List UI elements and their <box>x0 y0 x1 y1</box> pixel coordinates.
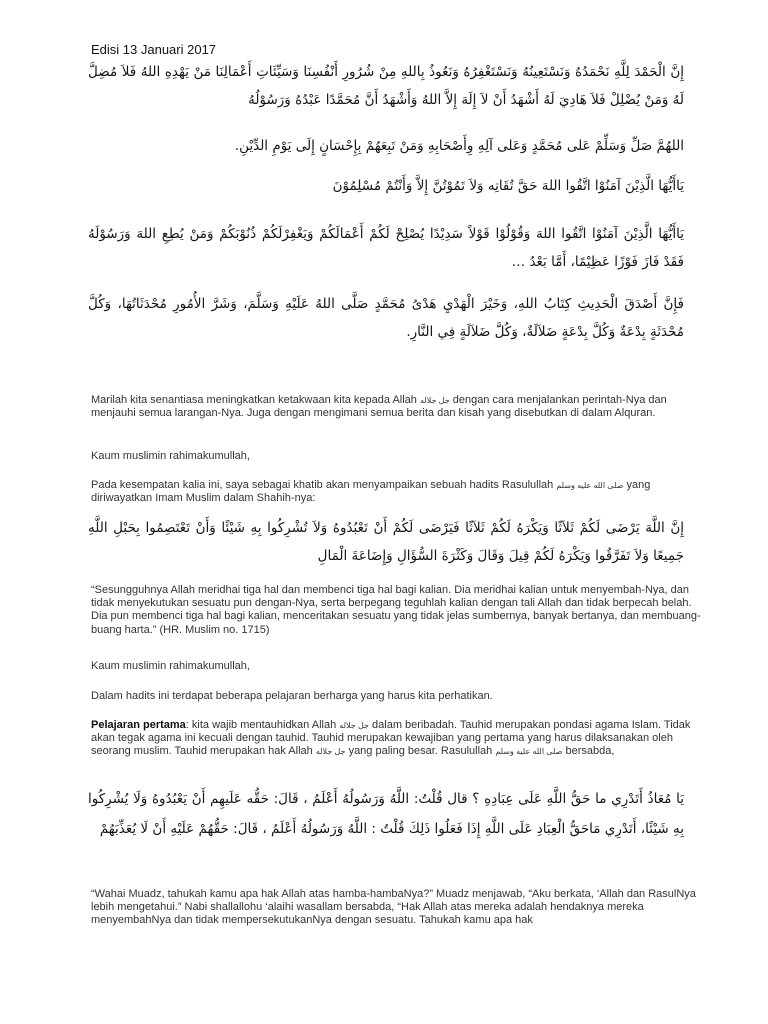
arabic-opening: إِنَّ الْحَمْدَ لِلَّهِ نَحْمَدُهُ وَنَسْتَعِينُهُ وَنَسْتَغْفِرُهُ وَنَعُوذُ بِاللهِ مِنْ شُرُورِ أَنْفُسِنَا وَسَيِّئَاتِ أَعْمَالِنَا مَنْ يَهْدِهِ اللهُ فَلاَ مُضِلَّ لَهُ وَمَنْ يُضْلِلْ فَلاَ هَادِيَ لَهُ أَشْهَدُ أَنْ لاَ إِلَهَ إِلاَّ اللهُ وَأَشْهَدُ أَنَّ مُحَمَّدًا عَبْدُهُ وَرَسُوْلُهُ <box>88 64 684 108</box>
paragraph-greeting-1: Kaum muslimin rahimakumullah, <box>91 450 250 462</box>
paragraph-text: Pada kesempatan kalia ini, saya sebagai khatib akan menyampaikan sebuah hadits Rasulullah <box>91 479 554 491</box>
paragraph-lessons: Dalam hadits ini terdapat beberapa pelajaran berharga yang harus kita perhatikan. <box>91 690 493 702</box>
jalla-jalaluh-tag: جل جلاله <box>419 396 450 405</box>
paragraph-text: bersabda, <box>565 745 615 758</box>
jalla-jalaluh-tag: جل جلاله <box>339 721 369 730</box>
paragraph-lesson-one <box>91 719 711 759</box>
paragraph-text: yang paling besar. Rasulullah <box>348 745 493 758</box>
lesson-one-heading: Pelajaran pertama <box>91 719 186 731</box>
paragraph-text: dengan cara menjalankan perintah-Nya dan menjauhi semua larangan-Nya. Juga dengan mengimani semua berita dan kisah yang disebutkan di dalam Alquran. <box>91 394 667 420</box>
paragraph-text: : kita wajib mentauhidkan Allah <box>185 719 337 731</box>
jalla-jalaluh-tag: جل جلاله <box>315 747 346 757</box>
paragraph-text: yang diriwayatkan Imam Muslim dalam Shahih-nya: <box>91 479 651 505</box>
edition-date: Edisi 13 Januari 2017 <box>91 42 217 57</box>
arabic-hadith-intro: فَإِنَّ أَصْدَقَ الْحَدِيثِ كِتَابُ اللهِ، وَخَيْرَ الْهَدْيِ هَدْىُ مُحَمَّدٍ صَلَّى اللهُ عَلَيْهِ وَسَلَّمَ، وَشَرَّ الأُمُورِ مُحْدَثَاتُهَا، وَكُلَّ مُحْدَثَةٍ بِدْعَةٌ وَكُلَّ بِدْعَةٍ ضَلاَلَةٌ، وَكُلَّ ضَلاَلَةٍ فِي النَّارِ. <box>88 296 684 340</box>
arabic-verse-2: يَاأَيُّهَا الَّذِيْنَ آمَنُوْا اتَّقُوا اللهَ وَقُوْلُوْا قَوْلاً سَدِيْدًا يُصْلِحْ لَكُمْ أَعْمَالَكُمْ وَيَغْفِرْلَكُمْ ذُنُوْبَكُمْ وَمَنْ يُطِعِ اللهَ وَرَسُوْلَهُ فَقَدْ فَازَ فَوْزًا عَظِيْمًا، أَمَّا بَعْدُ … <box>88 226 684 270</box>
arabic-hadith-muadz: يَا مُعَاذُ أَتَدْرِي ما حَقُّ اللَّهِ عَلَى عِبَادِهِ ؟ قال قُلْتُ: اللَّهُ وَرَسُولُهُ أَعْلَمُ ، قَالَ: حَقُّه عَلَيهِم أَنْ يَعْبُدُوهُ وَلَا يُشْرِكُوا بِهِ شَيْئًا، أَتَدْرِي مَاحَقُّ الْعِبَادِ عَلَى اللَّهِ إِذَا فَعَلُوا ذَلِكَ قُلْتُ : اللَّهُ وَرَسُولُهُ أَعْلَمُ ، قَالَ: حَقُّهُمْ عَلَيْهِ أَنْ لَا يُعَذِّبَهُمْ <box>88 791 684 837</box>
paragraph-hadith-translation: “Sesungguhnya Allah meridhai tiga hal dan membenci tiga hal bagi kalian. Dia meridhai kalian untuk menyembah-Nya, dan tidak menyekutukan sesuatu pun dengan-Nya, serta berpegang teguhlah kalian dengan tali Allah dan tidak berpecah belah. Dia pun membenci tiga hal bagi kalian, menceritakan sesuatu yang tidak jelas sumbernya, banyak bertanya, dan membuang-buang harta.” (HR. Muslim no. 1715) <box>91 584 701 636</box>
arabic-salawat: اللهُمَّ صَلِّ وَسَلِّمْ عَلى مُحَمَّدٍ وَعَلى آلِهِ وِأَصْحَابِهِ وَمَنْ تَبِعَهُمْ بِإِحْسَانٍ إِلَى يَوْمِ الدِّيْنِ. <box>234 138 684 154</box>
paragraph-muadz-translation: “Wahai Muadz, tahukah kamu apa hak Allah atas hamba-hambaNya?” Muadz menjawab, “Aku berkata, ‘Allah dan RasulNya lebih mengetahui.” Nabi shallallohu ‘alaihi wasallam bersabda, “Hak Allah atas mereka adalah hendaknya mereka menyembahNya dan tidak mempersekutukanNya dengan sesuatu. Tahukah kamu apa hak <box>91 888 696 927</box>
paragraph-text: dalam beribadah. Tauhid merupakan pondasi agama Islam. Tidak akan tegak agama ini kecuali dengan tauhid. Tauhid merupakan kewajiban yang pertama yang harus dilaksanakan oleh seorang muslim. Tauhid merupakan hak Allah <box>91 719 691 758</box>
salawat-tag: صلى الله عليه وسلم <box>495 747 563 757</box>
paragraph-takwa <box>91 394 711 420</box>
paragraph-hadith-intro <box>91 479 711 505</box>
paragraph-text: Marilah kita senantiasa meningkatkan ketakwaan kita kepada Allah <box>91 394 417 406</box>
arabic-verse-1: يَاأَيُّهَا الَّذِيْنَ آمَنُوْا اتَّقُوا اللهَ حَقَّ تُقَاتِه وَلاَ تَمُوْتُنَّ إِلاَّ وَأَنْتُمْ مُسْلِمُوْنَ <box>332 178 684 194</box>
salawat-tag: صلى الله عليه وسلم <box>556 481 624 490</box>
arabic-hadith-muslim: إِنَّ اللَّهَ يَرْضَى لَكُمْ ثَلاَثًا وَيَكْرَهُ لَكُمْ ثَلاَثًا فَيَرْضَى لَكُمْ أَنْ تَعْبُدُوهُ وَلاَ تُشْرِكُوا بِهِ شَيْئًا وَأَنْ تَعْتَصِمُوا بِحَبْلِ اللَّهِ جَمِيعًا وَلاَ تَفَرَّقُوا وَيَكْرَهُ لَكُمْ قِيلَ وَقَالَ وَكَثْرَةَ السُّؤَالِ وَإِضَاعَةَ الْمَالِ <box>88 520 684 564</box>
paragraph-greeting-2: Kaum muslimin rahimakumullah, <box>91 660 250 672</box>
